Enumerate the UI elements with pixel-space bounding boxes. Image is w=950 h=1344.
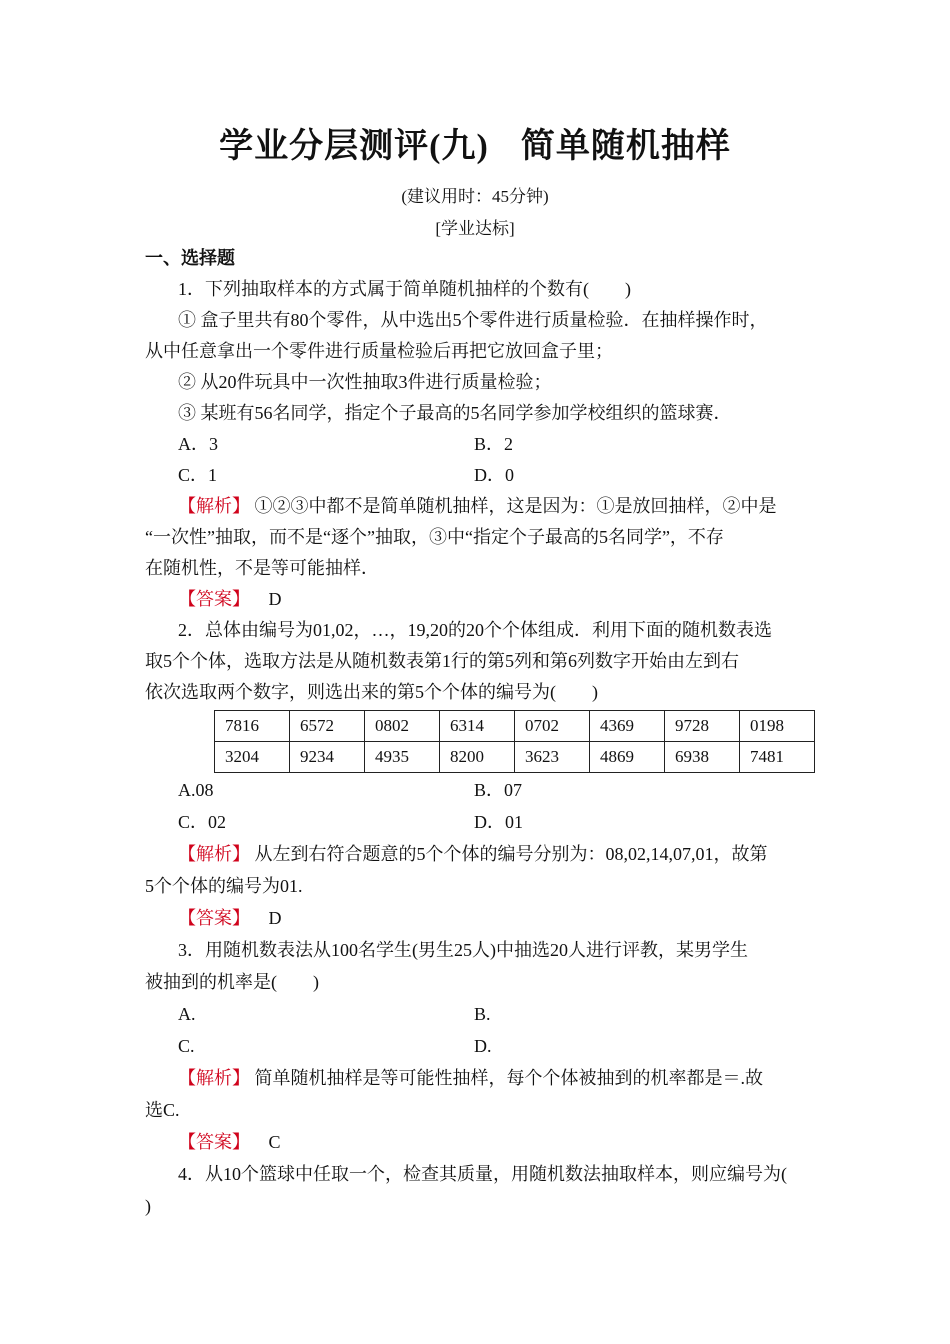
q1-choice-1a: ① 盒子里共有80个零件，从中选出5个零件进行质量检验．在抽样操作时， [178,310,768,330]
table-cell: 7481 [740,742,815,773]
q2-stem-line1: 2．总体由编号为01,02，…，19,20的20个个体组成．利用下面的随机数表选 [178,620,772,640]
analysis-tag: 【解析】 [178,844,250,864]
q3-answer-value: C [268,1132,281,1152]
section-heading: 一、选择题 [145,248,235,268]
table-cell: 6572 [290,711,365,742]
table-cell: 4369 [590,711,665,742]
q4-stem-line1: 4．从10个篮球中任取一个，检查其质量，用随机数法抽取样本，则应编号为( [178,1164,787,1184]
q1-option-a: A．3 [178,434,218,454]
q2-stem-line3: 依次选取两个数字，则选出来的第5个个体的编号为( ) [145,682,598,702]
q4-stem-line2: ) [145,1196,151,1216]
q2-analysis-text1: 从左到右符合题意的5个个体的编号分别为：08,02,14,07,01，故第 [254,844,768,864]
answer-tag: 【答案】 [178,589,250,609]
q2-option-c: C．02 [178,812,227,832]
table-cell: 0802 [365,711,440,742]
q1-option-b: B．2 [474,434,514,454]
table-cell: 0702 [515,711,590,742]
q3-option-a: A. [178,1004,196,1024]
q2-analysis-line1 [178,838,843,870]
q2-stem-line2: 取5个个体，选取方法是从随机数表第1行的第5列和第6列数字开始由左到右 [145,651,739,671]
table-row [215,711,815,742]
q1-option-d: D．0 [474,465,514,485]
q2-option-a: A.08 [178,780,214,800]
random-number-table [214,710,815,773]
q3-option-d: D. [474,1036,492,1056]
table-cell: 4935 [365,742,440,773]
q3-analysis-line2: 选C. [145,1100,180,1120]
q2-answer-value: D [268,908,282,928]
table-cell: 3623 [515,742,590,773]
section-badge: [学业达标] [435,219,515,238]
q2-analysis-line2: 5个个体的编号为01. [145,876,303,896]
title-main: 学业分层测评(九) [219,128,489,165]
q1-answer-value: D [268,589,282,609]
q1-answer [178,583,843,615]
time-suggestion: (建议用时：45分钟) [401,187,549,206]
q1-analysis-line1 [178,490,843,522]
table-cell: 4869 [590,742,665,773]
q1-choice-2: ② 从20件玩具中一次性抽取3件进行质量检验； [178,372,552,392]
table-cell: 9234 [290,742,365,773]
table-cell: 7816 [215,711,290,742]
analysis-tag: 【解析】 [178,496,250,516]
q1-stem: 1．下列抽取样本的方式属于简单随机抽样的个数有( ) [178,279,631,299]
q3-stem-line2: 被抽到的机率是( ) [145,972,319,992]
q1-choice-3: ③ 某班有56名同学，指定个子最高的5名同学参加学校组织的篮球赛． [178,403,732,423]
q1-analysis-text1: ①②③中都不是简单随机抽样，这是因为：①是放回抽样，②中是 [254,496,777,516]
page-title [0,118,950,167]
title-sub: 简单随机抽样 [520,128,731,165]
table-cell: 6314 [440,711,515,742]
table-cell: 3204 [215,742,290,773]
table-cell: 6938 [665,742,740,773]
q3-analysis-line1 [178,1062,843,1094]
table-cell: 0198 [740,711,815,742]
q1-option-c: C．1 [178,465,218,485]
q2-answer [178,902,843,934]
q3-analysis-text1: 简单随机抽样是等可能性抽样，每个个体被抽到的机率都是＝.故 [254,1068,763,1088]
q1-analysis-line2: “一次性”抽取，而不是“逐个”抽取，③中“指定个子最高的5名同学”，不存 [145,527,724,547]
answer-tag: 【答案】 [178,1132,250,1152]
table-cell: 9728 [665,711,740,742]
table-row [215,742,815,773]
answer-tag: 【答案】 [178,908,250,928]
q3-option-c: C. [178,1036,195,1056]
q2-option-b: B．07 [474,780,523,800]
q1-analysis-line3: 在随机性，不是等可能抽样． [145,558,379,578]
q3-answer [178,1126,843,1158]
q3-stem-line1: 3．用随机数表法从100名学生(男生25人)中抽选20人进行评教，某男学生 [178,940,748,960]
table-cell: 8200 [440,742,515,773]
q1-choice-1b: 从中任意拿出一个零件进行质量检验后再把它放回盒子里； [145,341,613,361]
analysis-tag: 【解析】 [178,1068,250,1088]
q2-option-d: D．01 [474,812,523,832]
q3-option-b: B. [474,1004,491,1024]
